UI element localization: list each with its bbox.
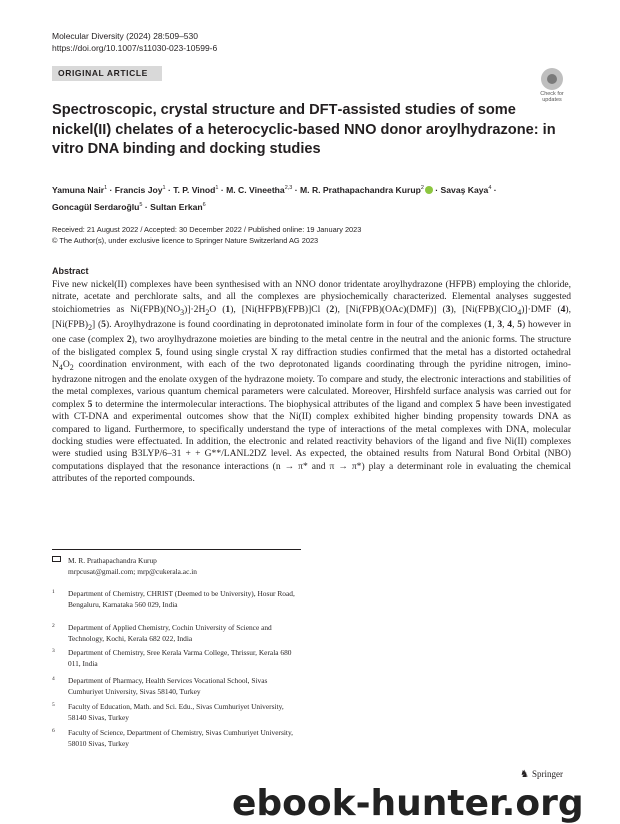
abstract-body: Five new nickel(II) complexes have been synthesised with an NNO donor tridentate aroylhydrazone (HFPB) employing the chloride, nitrate, acetate and perchlorate salts, and all the complexes are physiochemically characterized. Elemental analyses suggested stoichiometries as $Ni(FPB)(NO_3)]\cdot 2H_2O$ (1), [Ni(HFPB)(FPB)]Cl (2), [Ni(FPB)(OAc)(DMF)] (3), [Ni(FPB)(ClO$_4$)]·DMF (4), $[Ni(FPB)_2]$ (5). Aroylhydrazone is found coordinating in deprotonated iminolate form in four of the complexes (1, 3, 4, 5) however in one case (complex 2), two aroylhydrazone moieties are binding to the metal centre in the neutral and the anionic forms. The structure of the bisligated complex 5, found using single crystal X ray diffraction studies confirmed that the metal has a distorted octahedral $N_4O_2$ coordination environment, with each of the two deprotonated ligands coordinating through the pyridine nitrogen, imino-hydrazone nitrogen and the enolate oxygen of the hydrazone moiety. To compare and study, the electronic interactions and stabilities of the metal complexes, various quantum chemical parameters were calculated. Moreover, Hirshfeld surface analysis was carried out for complex 5 to determine the intermolecular interactions. The biophysical attributes of the ligand and complex 5 have been investigated with CT-DNA and experimental outcomes show that the Ni(II) complex exhibited higher binding propensity towards DNA as compared to ligand. Furthermore, to specifically understand the type of interactions of the metal complexes with DNA, molecular docking studies were effectuated. In addition, the electronic and related reactivity behaviors of the ligand and five Ni(II) complexes were studied using B3LYP/6–31 + + G**/LANL2DZ level. As expected, the obtained results from Natural Bond Orbital (NBO) computations displayed that the resonance interactions (n → π* and π → π*) play a determinant role in evaluating the chemical attributes of the reported compounds. (52, 279, 572, 484)
affiliation-text: Department of Chemistry, Sree Kerala Varma College, Thrissur, Kerala 680 011, India (68, 648, 292, 668)
affiliation-text: Department of Applied Chemistry, Cochin University of Science and Technology, Kochi, Kerala 682 022, India (68, 623, 272, 643)
author-list (52, 181, 572, 214)
author-name[interactable]: Savaş Kaya (440, 185, 489, 195)
orcid-icon[interactable] (425, 186, 433, 194)
doi-link[interactable]: https://doi.org/10.1007/s11030-023-10599-6 (52, 43, 218, 53)
affiliation-number: 3 (52, 648, 55, 654)
author-name[interactable]: M. R. Prathapachandra Kurup (300, 185, 421, 195)
watermark: ebook-hunter.org (232, 783, 584, 824)
author-name[interactable]: Francis Joy (114, 185, 163, 195)
author-affil: 2 (420, 185, 424, 191)
affiliation-text: Faculty of Science, Department of Chemistry, Sivas Cumhuriyet University, 58010 Sivas, Turkey (68, 728, 294, 748)
author-affil: 1 (215, 185, 219, 191)
affiliation-text: Department of Pharmacy, Health Services Vocational School, Sivas Cumhuriyet University, Sivas 58140, Turkey (68, 676, 268, 696)
affiliation-number: 5 (52, 702, 55, 708)
affiliation-text: Faculty of Education, Math. and Sci. Edu., Sivas Cumhuriyet University, 58140 Sivas, Turkey (68, 702, 284, 722)
author-name[interactable]: M. C. Vineetha (226, 185, 285, 195)
author-name[interactable]: Yamuna Nair (52, 185, 105, 195)
publication-dates (52, 224, 361, 246)
author-affil: 5 (139, 201, 143, 208)
author-separator: · (165, 185, 174, 195)
author-affil: 1 (104, 185, 108, 191)
check-updates-label-1: Check for (540, 91, 564, 97)
author-affil: 4 (488, 185, 492, 191)
corresponding-email[interactable]: mrpcusat@gmail.com; mrp@cukerala.ac.in (68, 567, 197, 576)
springer-horse-icon: ♞ (520, 769, 529, 780)
author-name[interactable]: T. P. Vinod (173, 185, 216, 195)
affiliation-text: Department of Chemistry, CHRIST (Deemed to be University), Hosur Road, Bengaluru, Karnataka 560 029, India (68, 589, 295, 609)
author-affil: 2,3 (284, 185, 293, 191)
check-updates-label-2: updates (542, 97, 562, 103)
affiliation-number: 4 (52, 676, 55, 682)
author-separator: · (218, 185, 227, 195)
copyright-line: © The Author(s), under exclusive licence to Springer Nature Switzerland AG 2023 (52, 236, 319, 245)
footnote-divider (52, 549, 301, 550)
check-for-updates-button[interactable] (536, 68, 568, 102)
article-title: Spectroscopic, crystal structure and DFT‑assisted studies of some nickel(II) chelates of a heterocyclic‑based NNO donor aroylhydrazone: in vitro DNA binding and docking studies (52, 102, 556, 157)
author-separator: · (432, 185, 441, 195)
affiliation-number: 2 (52, 623, 55, 629)
article-type-badge: ORIGINAL ARTICLE (52, 66, 162, 81)
author-separator: · (491, 185, 497, 195)
author-separator: · (292, 185, 301, 195)
author-separator: · (107, 185, 115, 195)
author-name[interactable]: Sultan Erkan (150, 201, 203, 212)
affiliation-number: 6 (52, 728, 55, 734)
corresponding-name: M. R. Prathapachandra Kurup (68, 556, 157, 565)
abstract-heading: Abstract (52, 266, 89, 276)
author-affil: 1 (162, 185, 166, 191)
history-dates: Received: 21 August 2022 / Accepted: 30 December 2022 / Published online: 19 January 2023 (52, 225, 362, 234)
publisher-logo (520, 769, 563, 780)
author-name[interactable]: Goncagül Serdaroğlu (52, 201, 140, 212)
journal-citation: Molecular Diversity (2024) 28:509–530 (52, 31, 198, 41)
envelope-icon (52, 556, 61, 562)
check-updates-icon (541, 68, 563, 90)
publisher-name: Springer (531, 769, 563, 779)
affiliation-number: 1 (52, 589, 55, 595)
journal-header (52, 30, 217, 54)
author-separator: · (142, 201, 151, 212)
author-affil: 6 (202, 201, 206, 208)
